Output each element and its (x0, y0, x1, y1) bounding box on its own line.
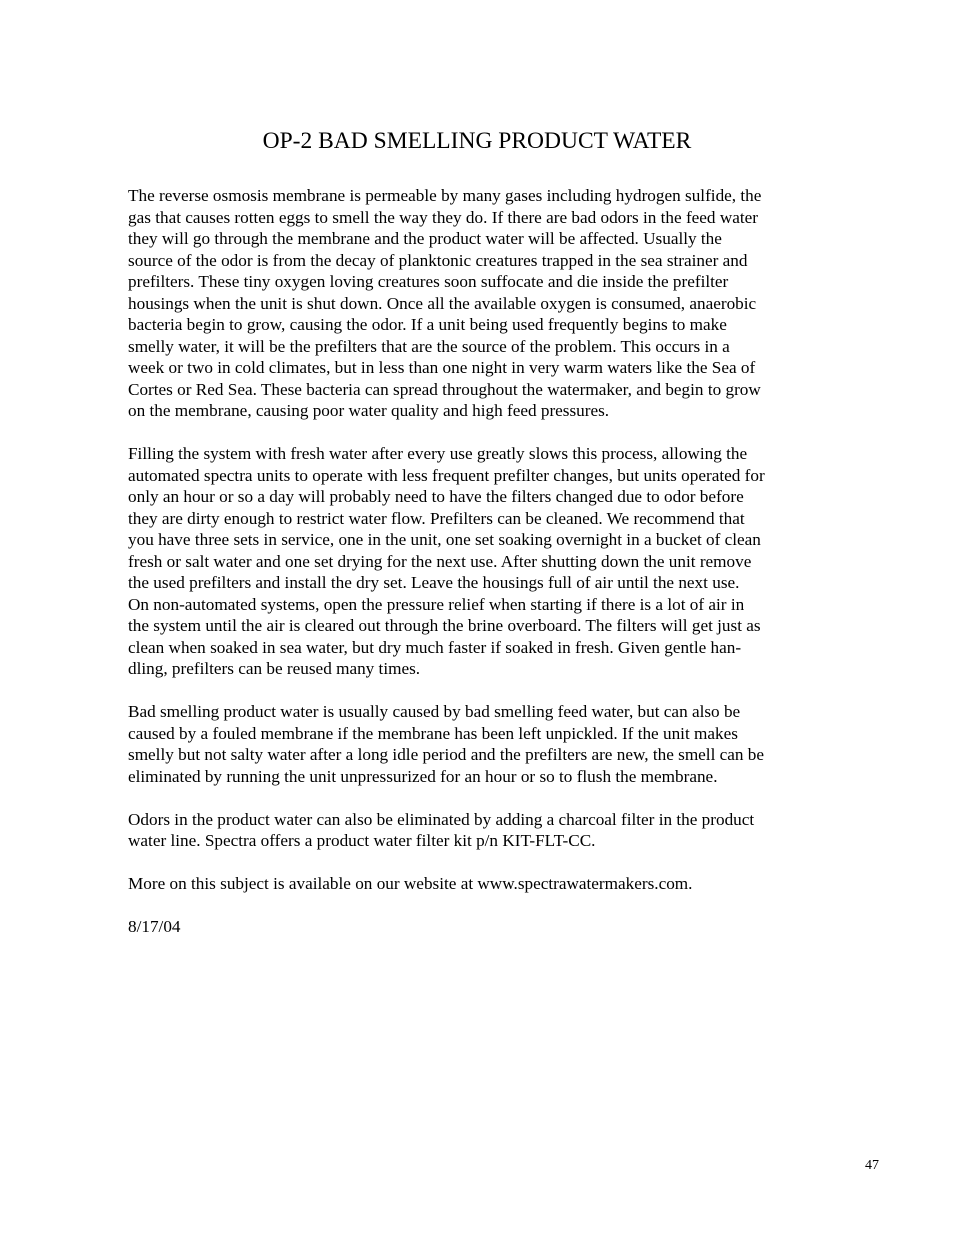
text-line: prefilters. These tiny oxygen loving creatures soon suffocate and die inside the prefilter (128, 272, 729, 291)
text-line: automated spectra units to operate with less frequent prefilter changes, but units operated for (128, 465, 765, 485)
page-title: OP-2 BAD SMELLING PRODUCT WATER (262, 128, 692, 154)
text-line: the system until the air is cleared out through the brine overboard. The filters will get just as (128, 616, 761, 635)
text-line: they are dirty enough to restrict water flow. Prefilters can be cleaned. We recommend that (128, 508, 745, 528)
text-line: smelly but not salty water after a long idle period and the prefilters are new, the smell can be (128, 745, 765, 764)
paragraph-website-reference (128, 873, 828, 895)
text-line: water line. Spectra offers a product water filter kit p/n KIT-FLT-CC. (128, 831, 596, 850)
text-line: clean when soaked in sea water, but dry much faster if soaked in fresh. Given gentle han- (128, 637, 742, 657)
text-line: Odors in the product water can also be eliminated by adding a charcoal filter in the product (128, 809, 755, 829)
paragraph-membrane-gases (128, 185, 828, 422)
text-line: Bad smelling product water is usually caused by bad smelling feed water, but can also be (128, 702, 741, 721)
text-line: fresh or salt water and one set drying for the next use. After shutting down the unit remove (128, 551, 752, 571)
text-line: The reverse osmosis membrane is permeable by many gases including hydrogen sulfide, the (128, 186, 762, 205)
text-line: smelly water, it will be the prefilters that are the source of the problem. This occurs in a (128, 336, 730, 356)
text-line: Cortes or Red Sea. These bacteria can spread throughout the watermaker, and begin to grow (128, 379, 761, 399)
text-line: housings when the unit is shut down. Once all the available oxygen is consumed, anaerobic (128, 293, 757, 313)
text-line: you have three sets in service, one in the unit, one set soaking overnight in a bucket of clean (128, 530, 761, 549)
paragraph-charcoal-filter (128, 809, 828, 852)
text-line: week or two in cold climates, but in less than one night in very warm waters like the Sea of (128, 358, 756, 377)
text-line: 8/17/04 (128, 917, 181, 936)
text-line: Filling the system with fresh water after every use greatly slows this process, allowing the (128, 444, 748, 463)
text-line: they will go through the membrane and the product water will be affected. Usually the (128, 229, 722, 248)
document-date (128, 916, 828, 938)
text-line: On non-automated systems, open the pressure relief when starting if there is a lot of air in (128, 594, 745, 614)
text-line: on the membrane, causing poor water quality and high feed pressures. (128, 401, 610, 420)
text-line: dling, prefilters can be reused many times. (128, 659, 421, 678)
document-body (128, 185, 828, 959)
text-line: bacteria begin to grow, causing the odor. If a unit being used frequently begins to make (128, 315, 727, 334)
text-line: only an hour or so a day will probably need to have the filters changed due to odor before (128, 487, 744, 506)
text-line: the used prefilters and install the dry set. Leave the housings full of air until the next use. (128, 573, 740, 592)
text-line: eliminated by running the unit unpressurized for an hour or so to flush the membrane. (128, 766, 718, 786)
page-number: 47 (865, 1158, 879, 1173)
text-line: source of the odor is from the decay of planktonic creatures trapped in the sea strainer and (128, 250, 748, 270)
text-line: caused by a fouled membrane if the membrane has been left unpickled. If the unit makes (128, 723, 738, 743)
paragraph-fouled-membrane (128, 701, 828, 787)
paragraph-prefilter-cleaning (128, 443, 828, 680)
text-line: gas that causes rotten eggs to smell the way they do. If there are bad odors in the feed water (128, 207, 758, 227)
text-line: More on this subject is available on our website at www.spectrawatermakers.com. (128, 874, 693, 893)
